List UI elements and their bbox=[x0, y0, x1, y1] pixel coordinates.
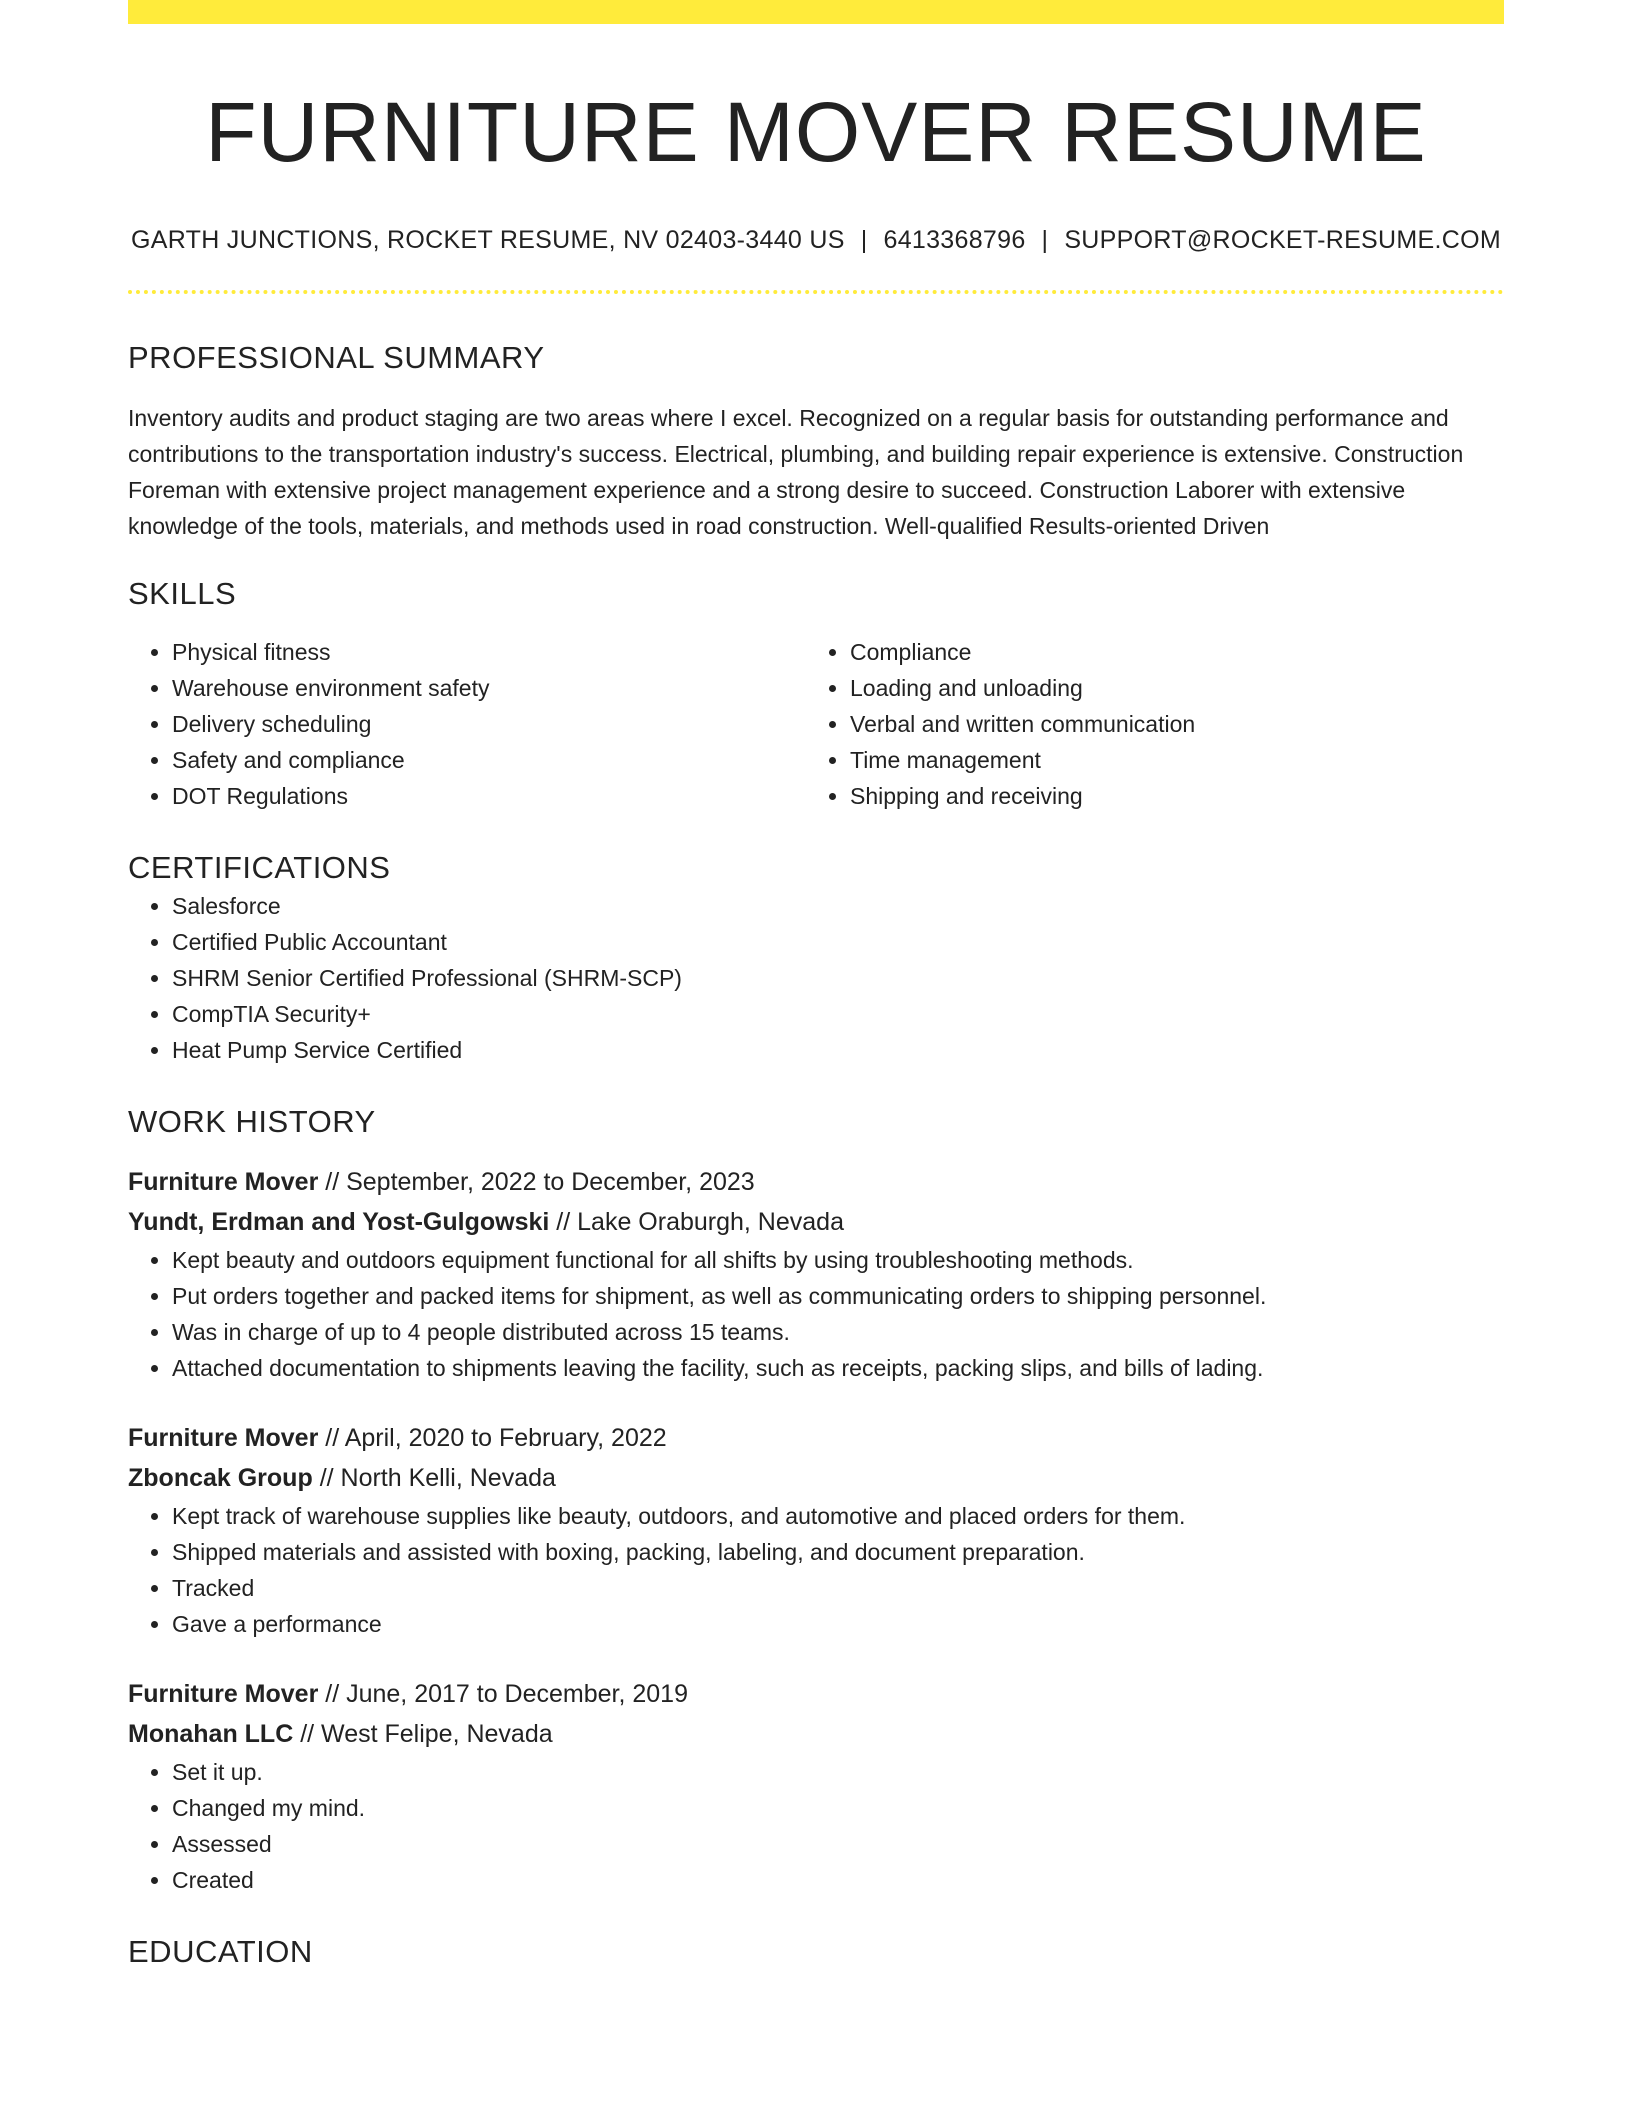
skill-item: • Loading and unloading bbox=[850, 670, 1484, 706]
job-company-line bbox=[128, 1714, 1504, 1754]
job-location: // Lake Oraburgh, Nevada bbox=[556, 1208, 844, 1236]
certifications-heading: CERTIFICATIONS bbox=[128, 850, 391, 885]
job-location: // North Kelli, Nevada bbox=[319, 1464, 556, 1492]
job-company: Yundt, Erdman and Yost-Gulgowski bbox=[128, 1208, 550, 1236]
contact-line bbox=[128, 224, 1504, 256]
skills-grid bbox=[128, 634, 1504, 814]
certification-item: • SHRM Senior Certified Professional (SHRM-SCP) bbox=[172, 960, 1504, 996]
education-heading: EDUCATION bbox=[128, 1934, 313, 1969]
resume-page bbox=[128, 0, 1504, 1972]
job-duties-list bbox=[128, 1754, 1504, 1898]
work-history-heading: WORK HISTORY bbox=[128, 1104, 376, 1139]
job-role: Furniture Mover bbox=[128, 1680, 319, 1708]
certification-item: • Salesforce bbox=[172, 888, 1504, 924]
contact-email: SUPPORT@ROCKET-RESUME.COM bbox=[1064, 226, 1501, 254]
job-dates: // June, 2017 to December, 2019 bbox=[325, 1680, 688, 1708]
job-dates: // September, 2022 to December, 2023 bbox=[325, 1168, 755, 1196]
job-duty: • Kept track of warehouse supplies like beauty, outdoors, and automotive and placed orders for them. bbox=[172, 1498, 1504, 1534]
contact-separator: | bbox=[860, 226, 868, 254]
job-location: // West Felipe, Nevada bbox=[300, 1720, 553, 1748]
job-entry bbox=[128, 1418, 1504, 1642]
job-company-line bbox=[128, 1202, 1504, 1242]
job-role-line bbox=[128, 1418, 1504, 1458]
skill-item: • Compliance bbox=[850, 634, 1484, 670]
skill-item: • Time management bbox=[850, 742, 1484, 778]
summary-text: Inventory audits and product staging are two areas where I excel. Recognized on a regular basis for outstanding performance and contributions to the transportation industry's success. Electrical, plumbing, and building repair experience is extensive. Construction Foreman with extensive project management experience and a strong desire to succeed. Construction Laborer with extensive knowledge of the tools, materials, and methods used in road construction. Well-qualified Results-oriented Driven bbox=[128, 405, 1464, 539]
contact-address: GARTH JUNCTIONS, ROCKET RESUME, NV 02403-3440 US bbox=[131, 226, 845, 254]
job-duty: • Set it up. bbox=[172, 1754, 1504, 1790]
accent-bar bbox=[128, 0, 1504, 24]
skills-heading: SKILLS bbox=[128, 576, 237, 611]
job-dates: // April, 2020 to February, 2022 bbox=[325, 1424, 667, 1452]
skills-column-right bbox=[806, 634, 1484, 814]
job-role: Furniture Mover bbox=[128, 1424, 319, 1452]
skill-item: • Verbal and written communication bbox=[850, 706, 1484, 742]
job-role: Furniture Mover bbox=[128, 1168, 319, 1196]
skill-item: • DOT Regulations bbox=[172, 778, 806, 814]
header-divider bbox=[128, 290, 1504, 294]
skills-list-right bbox=[806, 634, 1484, 814]
skill-item: • Warehouse environment safety bbox=[172, 670, 806, 706]
job-duty: • Shipped materials and assisted with boxing, packing, labeling, and document preparation. bbox=[172, 1534, 1504, 1570]
job-company-line bbox=[128, 1458, 1504, 1498]
job-duties-list bbox=[128, 1498, 1504, 1642]
job-duty: • Tracked bbox=[172, 1570, 1504, 1606]
resume-title: FURNITURE MOVER RESUME bbox=[205, 85, 1427, 179]
skill-item: • Safety and compliance bbox=[172, 742, 806, 778]
job-duty: • Was in charge of up to 4 people distributed across 15 teams. bbox=[172, 1314, 1504, 1350]
job-duty: • Put orders together and packed items for shipment, as well as communicating orders to shipping personnel. bbox=[172, 1278, 1504, 1314]
job-duties-list bbox=[128, 1242, 1504, 1386]
job-duty: • Kept beauty and outdoors equipment functional for all shifts by using troubleshooting methods. bbox=[172, 1242, 1504, 1278]
contact-phone: 6413368796 bbox=[883, 226, 1026, 254]
job-duty: • Attached documentation to shipments leaving the facility, such as receipts, packing slips, and bills of lading. bbox=[172, 1350, 1504, 1386]
job-role-line bbox=[128, 1674, 1504, 1714]
job-duty: • Created bbox=[172, 1862, 1504, 1898]
job-duty: • Gave a performance bbox=[172, 1606, 1504, 1642]
job-company: Zboncak Group bbox=[128, 1464, 313, 1492]
summary-heading: PROFESSIONAL SUMMARY bbox=[128, 340, 545, 375]
job-role-line bbox=[128, 1162, 1504, 1202]
skills-column-left bbox=[128, 634, 806, 814]
skill-item: • Shipping and receiving bbox=[850, 778, 1484, 814]
job-entry bbox=[128, 1162, 1504, 1386]
skills-list-left bbox=[128, 634, 806, 814]
certification-item: • Certified Public Accountant bbox=[172, 924, 1504, 960]
skill-item: • Delivery scheduling bbox=[172, 706, 806, 742]
contact-separator: | bbox=[1041, 226, 1049, 254]
certification-item: • CompTIA Security+ bbox=[172, 996, 1504, 1032]
certifications-list bbox=[128, 888, 1504, 1068]
skill-item: • Physical fitness bbox=[172, 634, 806, 670]
job-company: Monahan LLC bbox=[128, 1720, 294, 1748]
job-duty: • Assessed bbox=[172, 1826, 1504, 1862]
job-entry bbox=[128, 1674, 1504, 1898]
certification-item: • Heat Pump Service Certified bbox=[172, 1032, 1504, 1068]
job-duty: • Changed my mind. bbox=[172, 1790, 1504, 1826]
